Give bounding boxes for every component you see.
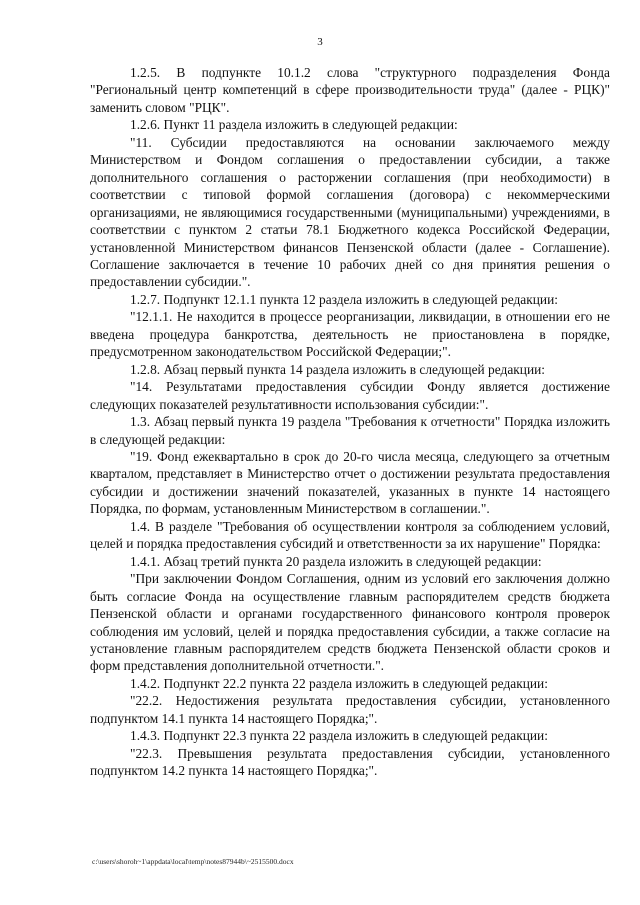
paragraph-quote-12-1-1: "12.1.1. Не находится в процессе реорганизации, ликвидации, в отношении его не введена процедура банкротства, деятельность не приостановлена в порядке, предусмотренном законодательством Российской Федерации;". xyxy=(90,309,610,360)
paragraph-1-2-7: 1.2.7. Подпункт 12.1.1 пункта 12 раздела изложить в следующей редакции: xyxy=(130,291,558,307)
page-number: 3 xyxy=(317,36,323,48)
paragraph-1-2-6: 1.2.6. Пункт 11 раздела изложить в следующей редакции: xyxy=(130,117,458,133)
paragraph-quote-11: "11. Субсидии предоставляются на основании заключаемого между Министерством и Фондом соглашения о предоставлении субсидии, а также дополнительного соглашения о расторжении соглашения (при необходимости) в соответствии с типовой формой соглашения (договора) с некоммерческими организациями, не являющимися государственными (муниципальными) учреждениями, в соответствии с пунктом 2 статьи 78.1 Бюджетного кодекса Российской Федерации, установленной Министерством финансов Пензенской области (далее - Соглашение). Соглашение заключается в течение 10 рабочих дней со дня принятия решения о предоставлении субсидии.". xyxy=(90,134,610,290)
paragraph-quote-20: "При заключении Фондом Соглашения, одним из условий его заключения должно быть согласие Фонда на осуществление главным распорядителем средств бюджета Пензенской области и органами государственного финансового контроля проверок соблюдения им условий, целей и порядка предоставления субсидии, а также согласие на установление главным распорядителем средств бюджета Пензенской области сроков и форм представления дополнительной отчетности.". xyxy=(90,571,610,674)
paragraph-1-2-5: 1.2.5. В подпункте 10.1.2 слова "структурного подразделения Фонда "Региональный центр компетенций в сфере производительности труда" (далее - РЦК)" заменить словом "РЦК". xyxy=(90,65,610,115)
paragraph-quote-22-3: "22.3. Превышения результата предоставления субсидии, установленного подпунктом 14.2 пункта 14 настоящего Порядка;". xyxy=(90,745,610,779)
paragraph-quote-22-2: "22.2. Недостижения результата предоставления субсидии, установленного подпунктом 14.1 пункта 14 настоящего Порядка;". xyxy=(90,693,610,726)
paragraph-1-4-2: 1.4.2. Подпункт 22.2 пункта 22 раздела изложить в следующей редакции: xyxy=(130,675,548,691)
paragraph-quote-19: "19. Фонд ежеквартально в срок до 20-го числа месяца, следующего за отчетным кварталом, представляет в Министерство отчет о достижении результата предоставления субсидии и достижении значений показателей, указанных в пункте 14 настоящего Порядка, по формам, установленным Министерством в соглашении.". xyxy=(90,448,610,517)
paragraph-1-4: 1.4. В разделе "Требования об осуществлении контроля за соблюдением условий, целей и порядка предоставления субсидий и ответственности за их нарушение" Порядка: xyxy=(90,518,610,552)
paragraph-1-4-1: 1.4.1. Абзац третий пункта 20 раздела изложить в следующей редакции: xyxy=(130,553,542,569)
paragraph-1-4-3: 1.4.3. Подпункт 22.3 пункта 22 раздела изложить в следующей редакции: xyxy=(130,728,548,744)
document-body xyxy=(90,64,610,780)
paragraph-1-2-8: 1.2.8. Абзац первый пункта 14 раздела изложить в следующей редакции: xyxy=(130,361,545,377)
paragraph-1-3: 1.3. Абзац первый пункта 19 раздела "Требования к отчетности" Порядка изложить в следующей редакции: xyxy=(90,414,610,447)
footer-file-path: c:\users\shoroh~1\appdata\local\temp\notes87944b\~2515500.docx xyxy=(92,857,294,866)
paragraph-quote-14: "14. Результатами предоставления субсидии Фонду является достижение следующих показателей результативности использования субсидии:". xyxy=(90,379,610,412)
